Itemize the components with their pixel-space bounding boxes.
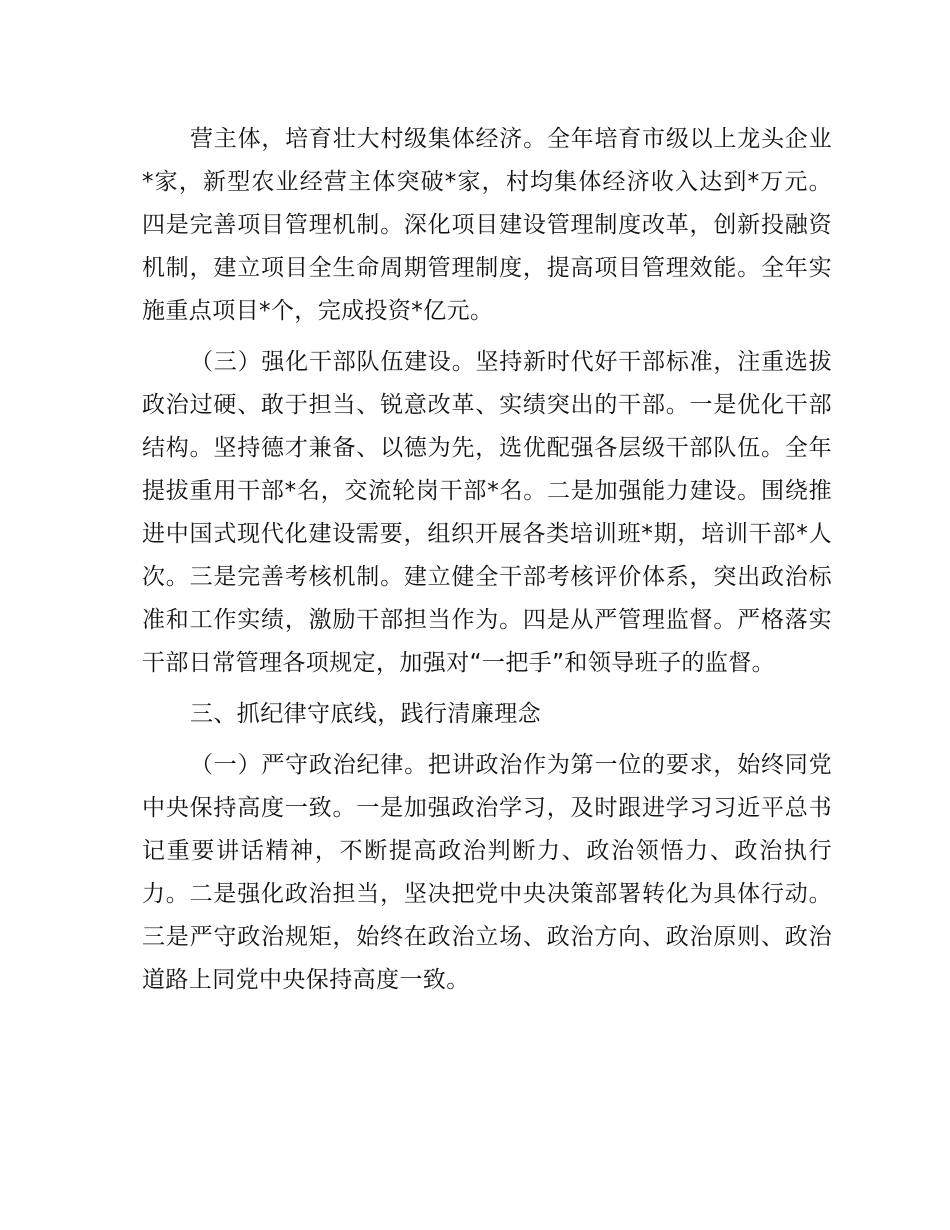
document-body — [142, 118, 832, 1002]
paragraph-continuation: 营主体，培育壮大村级集体经济。全年培育市级以上龙头企业*家，新型农业经营主体突破*家，村均集体经济收入达到*万元。四是完善项目管理机制。深化项目建设管理制度改革，创新投融资机制，建立项目全生命周期管理制度，提高项目管理效能。全年实施重点项目*个，完成投资*亿元。 — [142, 126, 832, 324]
section-heading-discipline: 三、抓纪律守底线，践行清廉理念 — [190, 701, 541, 727]
paragraph-political-discipline: （一）严守政治纪律。把讲政治作为第一位的要求，始终同党中央保持高度一致。一是加强政治学习，及时跟进学习习近平总书记重要讲话精神，不断提高政治判断力、政治领悟力、政治执行力。二是强化政治担当，坚决把党中央决策部署转化为具体行动。三是严守政治规矩，始终在政治立场、政治方向、政治原则、政治道路上同党中央保持高度一致。 — [142, 752, 832, 993]
paragraph-cadre-team-building: （三）强化干部队伍建设。坚持新时代好干部标准，注重选拔政治过硬、敢于担当、锐意改革、实绩突出的干部。一是优化干部结构。坚持德才兼备、以德为先，选优配强各层级干部队伍。全年提拔重用干部*名，交流轮岗干部*名。二是加强能力建设。围绕推进中国式现代化建设需要，组织开展各类培训班*期，培训干部*人次。三是完善考核机制。建立健全干部考核评价体系，突出政治标准和工作实绩，激励干部担当作为。四是从严管理监督。严格落实干部日常管理各项规定，加强对“一把手”和领导班子的监督。 — [142, 349, 832, 676]
